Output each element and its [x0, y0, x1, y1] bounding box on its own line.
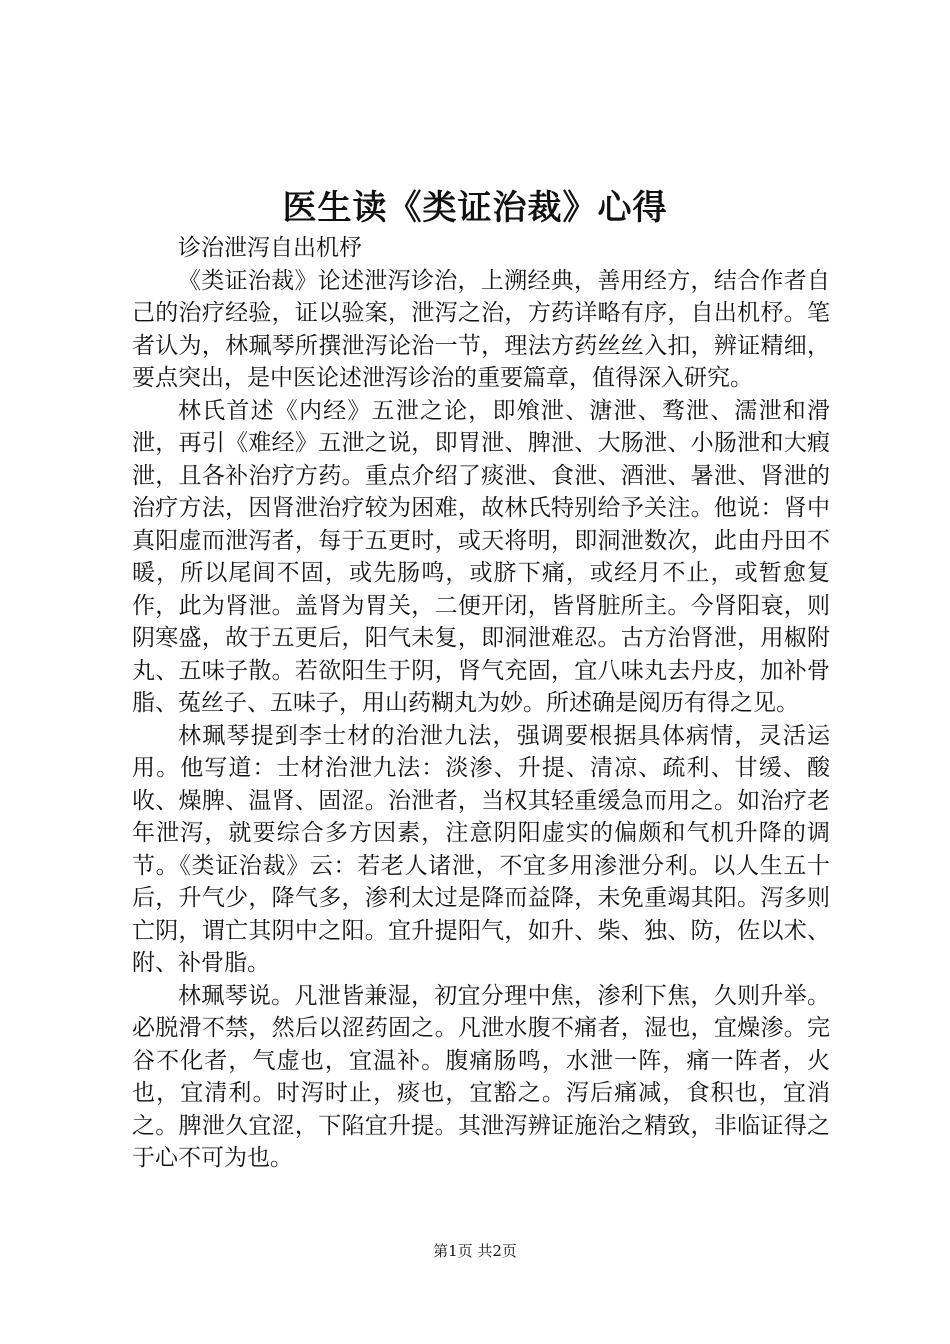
page-footer: 第1页 共2页 — [433, 1242, 517, 1260]
document-body — [132, 232, 830, 1175]
body-paragraph: 林氏首述《内经》五泄之论，即飧泄、溏泄、骛泄、濡泄和滑泄，再引《难经》五泄之说，即胃泄、脾泄、大肠泄、小肠泄和大瘕泄，且各补治疗方药。重点介绍了痰泄、食泄、酒泄、暑泄、肾泄的治疗方法，因肾泄治疗较为困难，故林氏特别给予关注。他说：肾中真阳虚而泄泻者，每于五更时，或天将明，即洞泄数次，此由丹田不暖，所以尾闾不固，或先肠鸣，或脐下痛，或经月不止，或暂愈复作，此为肾泄。盖肾为胃关，二便开闭，皆肾脏所主。今肾阳衰，则阴寒盛，故于五更后，阳气未复，即洞泄难忍。古方治肾泄，用椒附丸、五味子散。若欲阳生于阴，肾气充固，宜八味丸去丹皮，加补骨脂、菟丝子、五味子，用山药糊丸为妙。所述确是阅历有得之见。 — [132, 397, 830, 716]
body-paragraph: 《类证治裁》论述泄泻诊治，上溯经典，善用经方，结合作者自己的治疗经验，证以验案，泄泻之治，方药详略有序，自出机杼。笔者认为，林珮琴所撰泄泻论治一节，理法方药丝丝入扣，辨证精细，要点突出，是中医论述泄泻诊治的重要篇章，值得深入研究。 — [132, 267, 830, 391]
body-paragraph: 林珮琴提到李士材的治泄九法，强调要根据具体病情，灵活运用。他写道：士材治泄九法：淡渗、升提、清凉、疏利、甘缓、酸收、燥脾、温肾、固涩。治泄者，当权其轻重缓急而用之。如治疗老年泄泻，就要综合多方因素，注意阴阳虚实的偏颇和气机升降的调节。《类证治裁》云：若老人诸泄，不宜多用渗泄分利。以人生五十后，升气少，降气多，渗利太过是降而益降，未免重竭其阳。泻多则亡阴，谓亡其阴中之阳。宜升提阳气，如升、柴、独、防，佐以术、附、补骨脂。 — [132, 722, 830, 976]
section-heading: 诊治泄泻自出机杼 — [178, 235, 362, 261]
body-paragraph: 林珮琴说。凡泄皆兼湿，初宜分理中焦，渗利下焦，久则升举。必脱滑不禁，然后以涩药固之。凡泄水腹不痛者，湿也，宜燥渗。完谷不化者，气虚也，宜温补。腹痛肠鸣，水泄一阵，痛一阵者，火也，宜清利。时泻时止，痰也，宜豁之。泻后痛减，食积也，宜消之。脾泄久宜涩，下陷宜升提。其泄泻辨证施治之精致，非临证得之于心不可为也。 — [132, 982, 830, 1171]
document-title: 医生读《类证治裁》心得 — [282, 188, 668, 228]
